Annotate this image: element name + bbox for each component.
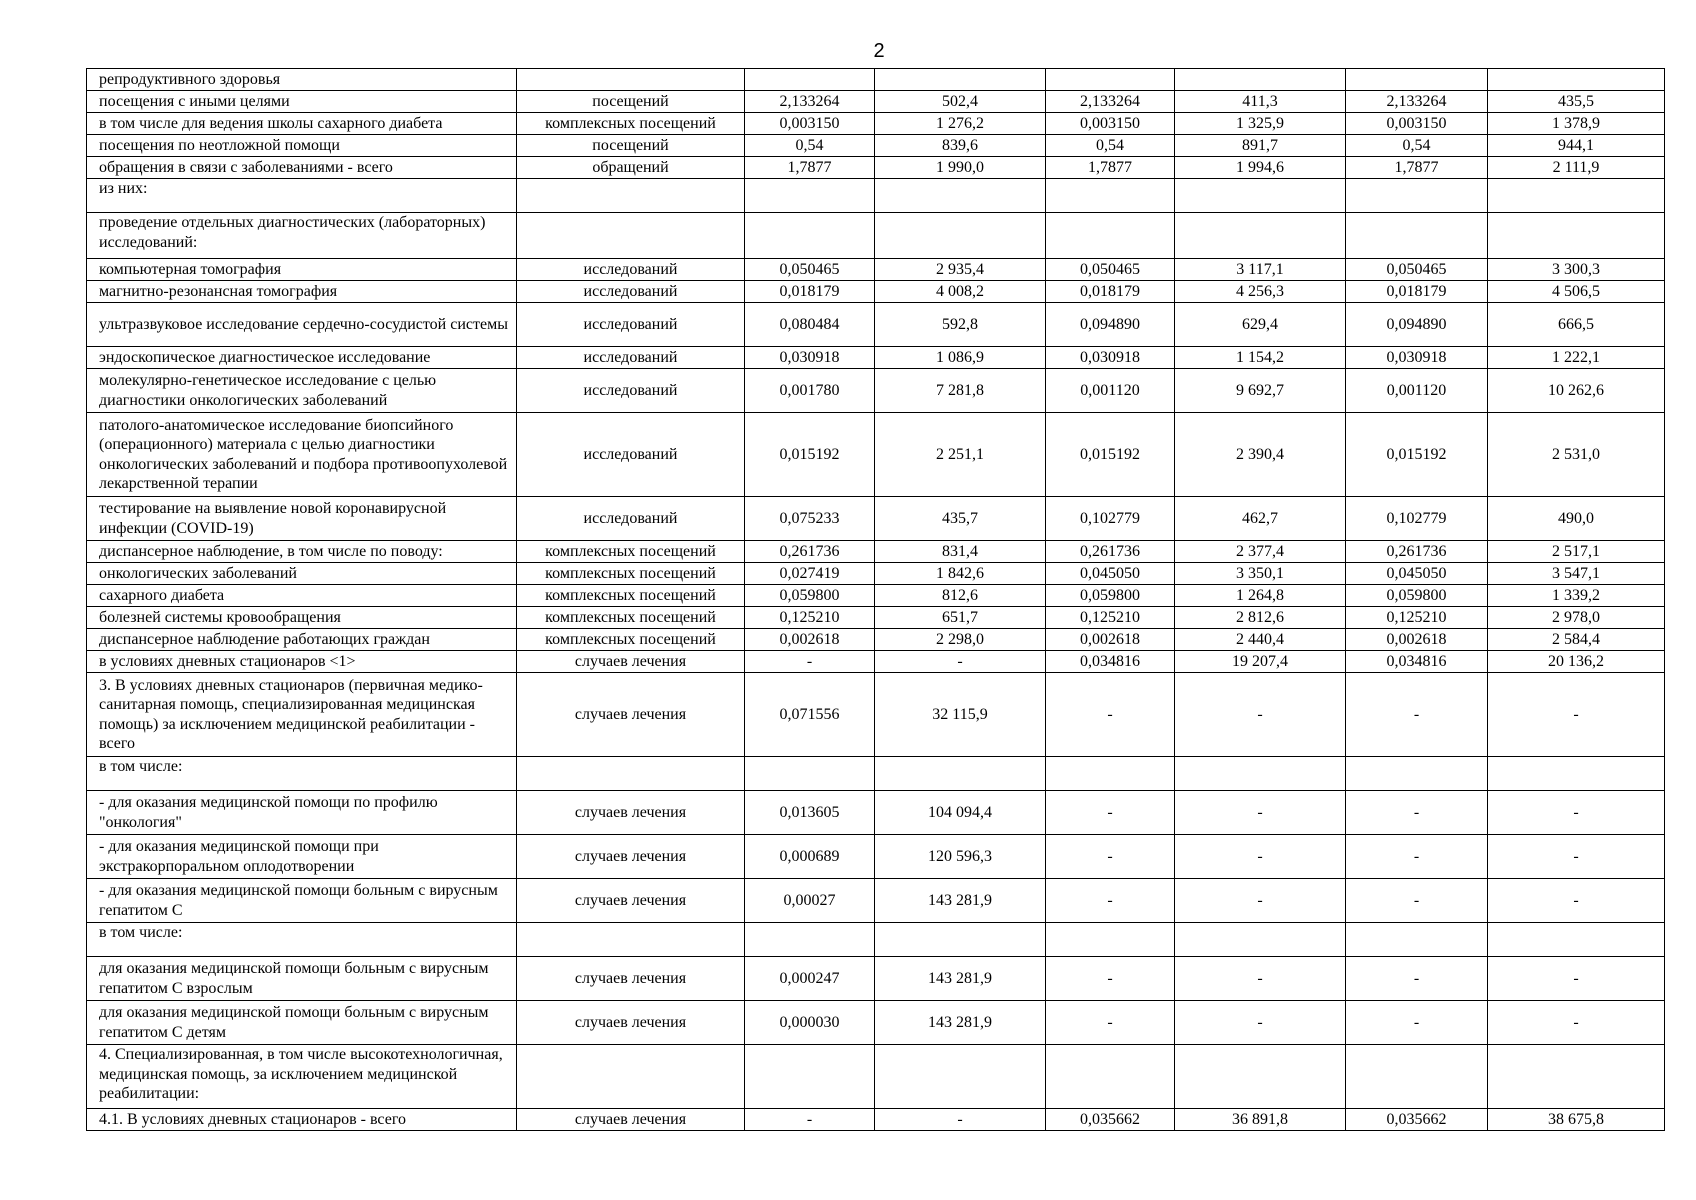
table-row — [87, 157, 1665, 179]
table-row — [87, 69, 1665, 91]
row-value-5: - — [1346, 673, 1488, 757]
table-row — [87, 179, 1665, 213]
row-name: магнитно-резонансная томография — [87, 281, 517, 303]
row-value-1 — [745, 923, 875, 957]
row-value-4: 411,3 — [1175, 91, 1346, 113]
row-value-4: 2 812,6 — [1175, 607, 1346, 629]
row-value-5: 0,035662 — [1346, 1109, 1488, 1131]
row-value-6 — [1488, 923, 1665, 957]
row-value-1: 0,030918 — [745, 347, 875, 369]
row-value-6: 20 136,2 — [1488, 651, 1665, 673]
page-number: 2 — [873, 40, 885, 62]
row-value-6 — [1488, 179, 1665, 213]
row-name: ультразвуковое исследование сердечно-сосудистой системы — [87, 303, 517, 347]
row-value-1: 0,125210 — [745, 607, 875, 629]
row-value-5: 0,54 — [1346, 135, 1488, 157]
row-unit: случаев лечения — [517, 835, 745, 879]
row-name: диспансерное наблюдение, в том числе по поводу: — [87, 541, 517, 563]
row-value-4: 891,7 — [1175, 135, 1346, 157]
table-row — [87, 563, 1665, 585]
row-name: в том числе: — [87, 757, 517, 791]
row-name: сахарного диабета — [87, 585, 517, 607]
row-value-6: 1 222,1 — [1488, 347, 1665, 369]
row-value-1: 0,003150 — [745, 113, 875, 135]
row-value-5 — [1346, 213, 1488, 259]
row-value-1: - — [745, 1109, 875, 1131]
row-name: посещения с иными целями — [87, 91, 517, 113]
row-value-6: - — [1488, 957, 1665, 1001]
table-row — [87, 541, 1665, 563]
row-value-3: 0,018179 — [1046, 281, 1175, 303]
row-unit: случаев лечения — [517, 957, 745, 1001]
row-unit: исследований — [517, 281, 745, 303]
row-name: в условиях дневных стационаров <1> — [87, 651, 517, 673]
table-row — [87, 413, 1665, 497]
row-name: для оказания медицинской помощи больным с вирусным гепатитом С взрослым — [87, 957, 517, 1001]
row-value-6: - — [1488, 673, 1665, 757]
row-value-2: 1 990,0 — [875, 157, 1046, 179]
row-value-3: - — [1046, 835, 1175, 879]
row-value-4: 2 377,4 — [1175, 541, 1346, 563]
row-value-6: 4 506,5 — [1488, 281, 1665, 303]
row-value-5: 0,034816 — [1346, 651, 1488, 673]
row-value-3: 0,54 — [1046, 135, 1175, 157]
row-unit: случаев лечения — [517, 1001, 745, 1045]
row-unit: комплексных посещений — [517, 541, 745, 563]
row-value-1: 0,000689 — [745, 835, 875, 879]
row-value-5 — [1346, 757, 1488, 791]
row-value-2: 120 596,3 — [875, 835, 1046, 879]
row-unit: комплексных посещений — [517, 563, 745, 585]
row-value-3 — [1046, 179, 1175, 213]
row-value-1 — [745, 1045, 875, 1109]
row-value-1: 0,059800 — [745, 585, 875, 607]
table-row — [87, 497, 1665, 541]
row-name: 4.1. В условиях дневных стационаров - всего — [87, 1109, 517, 1131]
row-value-6: 2 978,0 — [1488, 607, 1665, 629]
row-value-1: 0,261736 — [745, 541, 875, 563]
row-value-6: - — [1488, 835, 1665, 879]
row-value-1: 0,027419 — [745, 563, 875, 585]
table-row — [87, 879, 1665, 923]
row-value-6: 666,5 — [1488, 303, 1665, 347]
row-unit: случаев лечения — [517, 879, 745, 923]
row-value-2: 651,7 — [875, 607, 1046, 629]
row-value-1: 0,00027 — [745, 879, 875, 923]
row-value-6: 3 300,3 — [1488, 259, 1665, 281]
row-unit: посещений — [517, 135, 745, 157]
row-value-4 — [1175, 757, 1346, 791]
row-value-3: - — [1046, 957, 1175, 1001]
table-row — [87, 303, 1665, 347]
row-value-4: 1 994,6 — [1175, 157, 1346, 179]
row-value-4: 19 207,4 — [1175, 651, 1346, 673]
row-value-4: 36 891,8 — [1175, 1109, 1346, 1131]
row-value-4 — [1175, 213, 1346, 259]
row-value-3: 0,003150 — [1046, 113, 1175, 135]
table-row — [87, 91, 1665, 113]
row-value-3 — [1046, 757, 1175, 791]
row-value-2: 435,7 — [875, 497, 1046, 541]
row-unit — [517, 757, 745, 791]
table-row — [87, 835, 1665, 879]
row-value-2 — [875, 69, 1046, 91]
table-row — [87, 281, 1665, 303]
row-unit: комплексных посещений — [517, 607, 745, 629]
row-value-1: 0,002618 — [745, 629, 875, 651]
row-value-2: 143 281,9 — [875, 957, 1046, 1001]
row-value-4: 2 440,4 — [1175, 629, 1346, 651]
row-value-3: 0,015192 — [1046, 413, 1175, 497]
table-row — [87, 1109, 1665, 1131]
row-value-4: 1 325,9 — [1175, 113, 1346, 135]
row-name: патолого-анатомическое исследование биопсийного (операционного) материала с целью диагностики онкологических заболеваний и подбора противоопухолевой лекарственной терапии — [87, 413, 517, 497]
row-name: тестирование на выявление новой коронавирусной инфекции (COVID-19) — [87, 497, 517, 541]
row-value-5 — [1346, 1045, 1488, 1109]
row-value-2: 502,4 — [875, 91, 1046, 113]
row-value-5: 0,125210 — [1346, 607, 1488, 629]
row-value-6: 944,1 — [1488, 135, 1665, 157]
row-value-4: - — [1175, 957, 1346, 1001]
row-unit: обращений — [517, 157, 745, 179]
table-row — [87, 585, 1665, 607]
row-value-5: 0,018179 — [1346, 281, 1488, 303]
row-value-3: 0,030918 — [1046, 347, 1175, 369]
row-value-3 — [1046, 923, 1175, 957]
row-value-5: - — [1346, 957, 1488, 1001]
row-value-6: 2 517,1 — [1488, 541, 1665, 563]
row-unit: исследований — [517, 303, 745, 347]
row-value-1: 0,071556 — [745, 673, 875, 757]
row-value-1: 0,018179 — [745, 281, 875, 303]
row-value-4: - — [1175, 835, 1346, 879]
row-value-6: 10 262,6 — [1488, 369, 1665, 413]
row-value-6: 490,0 — [1488, 497, 1665, 541]
row-unit: комплексных посещений — [517, 113, 745, 135]
table-row — [87, 673, 1665, 757]
row-value-1: 0,050465 — [745, 259, 875, 281]
row-value-5: 0,030918 — [1346, 347, 1488, 369]
row-value-6: 1 339,2 — [1488, 585, 1665, 607]
row-value-6: 1 378,9 — [1488, 113, 1665, 135]
row-value-3: 0,059800 — [1046, 585, 1175, 607]
table-row — [87, 629, 1665, 651]
row-unit: случаев лечения — [517, 1109, 745, 1131]
row-value-3: 0,034816 — [1046, 651, 1175, 673]
row-value-4 — [1175, 1045, 1346, 1109]
row-value-1 — [745, 179, 875, 213]
row-value-3: 0,035662 — [1046, 1109, 1175, 1131]
row-value-2: 2 935,4 — [875, 259, 1046, 281]
row-value-3: 0,125210 — [1046, 607, 1175, 629]
row-value-5: 0,050465 — [1346, 259, 1488, 281]
row-value-2 — [875, 1045, 1046, 1109]
row-value-6: - — [1488, 879, 1665, 923]
row-value-2 — [875, 179, 1046, 213]
row-value-2: 2 251,1 — [875, 413, 1046, 497]
row-value-1: 0,000030 — [745, 1001, 875, 1045]
row-value-3: 0,045050 — [1046, 563, 1175, 585]
row-value-2: 143 281,9 — [875, 879, 1046, 923]
row-value-4: - — [1175, 1001, 1346, 1045]
row-value-5: 1,7877 — [1346, 157, 1488, 179]
row-value-3: 0,094890 — [1046, 303, 1175, 347]
row-value-4: 462,7 — [1175, 497, 1346, 541]
row-value-5: 0,102779 — [1346, 497, 1488, 541]
row-value-2: 1 086,9 — [875, 347, 1046, 369]
row-value-3 — [1046, 213, 1175, 259]
row-value-4: - — [1175, 791, 1346, 835]
row-value-2: 592,8 — [875, 303, 1046, 347]
row-value-6 — [1488, 69, 1665, 91]
row-value-5: 0,261736 — [1346, 541, 1488, 563]
row-value-2: 1 276,2 — [875, 113, 1046, 135]
row-value-5 — [1346, 69, 1488, 91]
row-value-4: 1 264,8 — [1175, 585, 1346, 607]
row-unit: исследований — [517, 347, 745, 369]
row-value-1: - — [745, 651, 875, 673]
row-unit — [517, 179, 745, 213]
row-value-5: - — [1346, 1001, 1488, 1045]
row-value-6: 38 675,8 — [1488, 1109, 1665, 1131]
row-name: для оказания медицинской помощи больным с вирусным гепатитом С детям — [87, 1001, 517, 1045]
table-body — [87, 69, 1665, 1131]
row-value-1 — [745, 757, 875, 791]
row-value-4 — [1175, 179, 1346, 213]
row-value-2: 7 281,8 — [875, 369, 1046, 413]
row-name: диспансерное наблюдение работающих граждан — [87, 629, 517, 651]
row-name: 3. В условиях дневных стационаров (первичная медико-санитарная помощь, специализированная медицинская помощь) за исключением медицинской реабилитации - всего — [87, 673, 517, 757]
row-name: репродуктивного здоровья — [87, 69, 517, 91]
row-value-1: 0,54 — [745, 135, 875, 157]
row-value-3: - — [1046, 1001, 1175, 1045]
row-value-6: 3 547,1 — [1488, 563, 1665, 585]
table-row — [87, 791, 1665, 835]
row-value-2: 831,4 — [875, 541, 1046, 563]
row-value-1: 0,013605 — [745, 791, 875, 835]
row-value-6: - — [1488, 791, 1665, 835]
row-value-1: 0,075233 — [745, 497, 875, 541]
row-value-3: 0,261736 — [1046, 541, 1175, 563]
row-value-6 — [1488, 213, 1665, 259]
row-value-4: 9 692,7 — [1175, 369, 1346, 413]
table-row — [87, 607, 1665, 629]
row-value-4: - — [1175, 673, 1346, 757]
row-unit: комплексных посещений — [517, 629, 745, 651]
row-value-3: 2,133264 — [1046, 91, 1175, 113]
row-value-3 — [1046, 1045, 1175, 1109]
row-unit: посещений — [517, 91, 745, 113]
row-value-2: 1 842,6 — [875, 563, 1046, 585]
table-row — [87, 651, 1665, 673]
row-unit: исследований — [517, 369, 745, 413]
row-value-5: - — [1346, 835, 1488, 879]
table-row — [87, 135, 1665, 157]
row-unit: комплексных посещений — [517, 585, 745, 607]
table-row — [87, 347, 1665, 369]
data-table — [86, 68, 1665, 1131]
row-value-2: 4 008,2 — [875, 281, 1046, 303]
row-value-1: 0,001780 — [745, 369, 875, 413]
row-value-3: 1,7877 — [1046, 157, 1175, 179]
row-value-5 — [1346, 923, 1488, 957]
row-name: в том числе для ведения школы сахарного диабета — [87, 113, 517, 135]
row-value-6 — [1488, 757, 1665, 791]
table-row — [87, 957, 1665, 1001]
row-value-5: 0,015192 — [1346, 413, 1488, 497]
row-value-5: 0,002618 — [1346, 629, 1488, 651]
row-value-4 — [1175, 69, 1346, 91]
row-value-4: 3 117,1 — [1175, 259, 1346, 281]
row-value-2: 32 115,9 — [875, 673, 1046, 757]
row-value-5: 0,045050 — [1346, 563, 1488, 585]
row-value-3: - — [1046, 879, 1175, 923]
row-value-6: 2 584,4 — [1488, 629, 1665, 651]
table-row — [87, 213, 1665, 259]
row-name: в том числе: — [87, 923, 517, 957]
row-value-1 — [745, 213, 875, 259]
row-unit: случаев лечения — [517, 791, 745, 835]
row-unit — [517, 1045, 745, 1109]
row-value-4: 629,4 — [1175, 303, 1346, 347]
row-value-3: 0,102779 — [1046, 497, 1175, 541]
table-row — [87, 113, 1665, 135]
row-value-2: 2 298,0 — [875, 629, 1046, 651]
row-value-5: 0,001120 — [1346, 369, 1488, 413]
row-unit: исследований — [517, 497, 745, 541]
row-unit — [517, 923, 745, 957]
table-row — [87, 1001, 1665, 1045]
row-name: из них: — [87, 179, 517, 213]
row-value-3: - — [1046, 791, 1175, 835]
row-value-3 — [1046, 69, 1175, 91]
row-value-3: - — [1046, 673, 1175, 757]
row-name: болезней системы кровообращения — [87, 607, 517, 629]
row-value-4: 1 154,2 — [1175, 347, 1346, 369]
row-name: проведение отдельных диагностических (лабораторных) исследований: — [87, 213, 517, 259]
table-row — [87, 1045, 1665, 1109]
row-name: онкологических заболеваний — [87, 563, 517, 585]
table-row — [87, 923, 1665, 957]
row-value-6: 2 111,9 — [1488, 157, 1665, 179]
row-name: эндоскопическое диагностическое исследование — [87, 347, 517, 369]
row-name: молекулярно-генетическое исследование с целью диагностики онкологических заболеваний — [87, 369, 517, 413]
row-value-6 — [1488, 1045, 1665, 1109]
row-value-2 — [875, 757, 1046, 791]
row-value-5: - — [1346, 791, 1488, 835]
row-value-1: 2,133264 — [745, 91, 875, 113]
row-unit — [517, 213, 745, 259]
row-value-6: 2 531,0 — [1488, 413, 1665, 497]
row-value-3: 0,002618 — [1046, 629, 1175, 651]
row-value-3: 0,050465 — [1046, 259, 1175, 281]
table-row — [87, 259, 1665, 281]
row-value-2 — [875, 923, 1046, 957]
row-value-2: 839,6 — [875, 135, 1046, 157]
row-value-2: 104 094,4 — [875, 791, 1046, 835]
row-unit — [517, 69, 745, 91]
row-unit: исследований — [517, 259, 745, 281]
row-value-4: 2 390,4 — [1175, 413, 1346, 497]
row-unit: исследований — [517, 413, 745, 497]
row-value-5: 0,094890 — [1346, 303, 1488, 347]
row-value-4: - — [1175, 879, 1346, 923]
row-value-2: 143 281,9 — [875, 1001, 1046, 1045]
row-name: посещения по неотложной помощи — [87, 135, 517, 157]
row-unit: случаев лечения — [517, 673, 745, 757]
row-name: компьютерная томография — [87, 259, 517, 281]
row-value-1: 0,000247 — [745, 957, 875, 1001]
row-value-5: 2,133264 — [1346, 91, 1488, 113]
row-value-2: - — [875, 1109, 1046, 1131]
row-value-5: 0,003150 — [1346, 113, 1488, 135]
row-value-1: 0,015192 — [745, 413, 875, 497]
row-value-4: 3 350,1 — [1175, 563, 1346, 585]
row-value-6: 435,5 — [1488, 91, 1665, 113]
row-name: - для оказания медицинской помощи больным с вирусным гепатитом С — [87, 879, 517, 923]
row-value-4: 4 256,3 — [1175, 281, 1346, 303]
row-value-1: 1,7877 — [745, 157, 875, 179]
row-value-4 — [1175, 923, 1346, 957]
row-value-1: 0,080484 — [745, 303, 875, 347]
row-value-5 — [1346, 179, 1488, 213]
row-name: - для оказания медицинской помощи при экстракорпоральном оплодотворении — [87, 835, 517, 879]
row-name: - для оказания медицинской помощи по профилю "онкология" — [87, 791, 517, 835]
row-value-3: 0,001120 — [1046, 369, 1175, 413]
row-value-1 — [745, 69, 875, 91]
row-value-2: - — [875, 651, 1046, 673]
row-value-2 — [875, 213, 1046, 259]
row-name: обращения в связи с заболеваниями - всего — [87, 157, 517, 179]
row-value-2: 812,6 — [875, 585, 1046, 607]
row-name: 4. Специализированная, в том числе высокотехнологичная, медицинская помощь, за исключением медицинской реабилитации: — [87, 1045, 517, 1109]
row-value-6: - — [1488, 1001, 1665, 1045]
row-value-5: 0,059800 — [1346, 585, 1488, 607]
row-value-5: - — [1346, 879, 1488, 923]
table-row — [87, 757, 1665, 791]
row-unit: случаев лечения — [517, 651, 745, 673]
table-row — [87, 369, 1665, 413]
